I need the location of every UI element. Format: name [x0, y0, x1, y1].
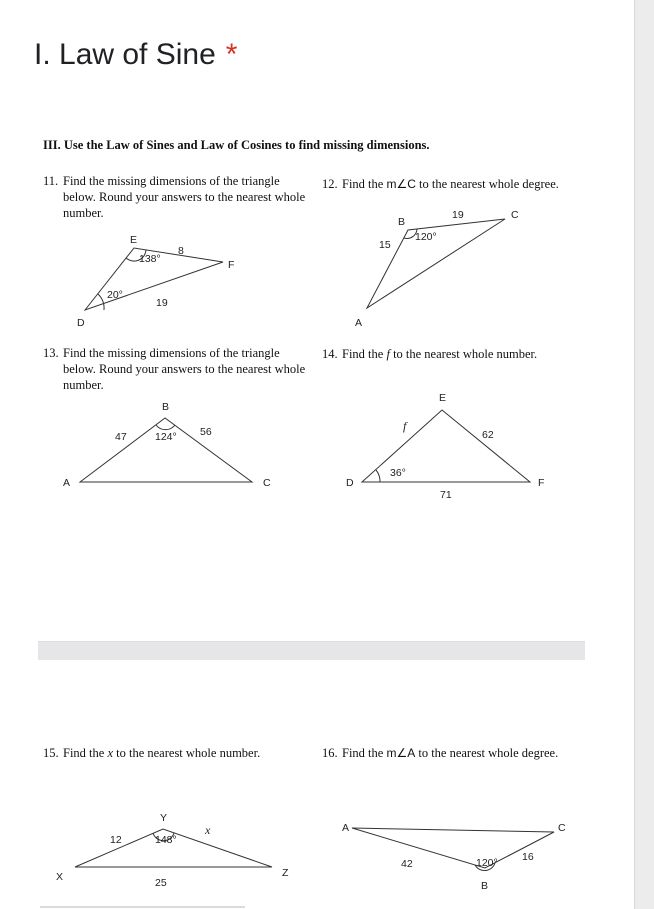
side-xy-label: 12	[110, 834, 122, 846]
question-12-number: 12.	[322, 177, 338, 191]
angle-d-label-14: 36°	[390, 467, 406, 479]
vertex-b-label-13: B	[162, 401, 170, 413]
form-title-text: I. Law of Sine	[34, 38, 216, 71]
side-yz-label: x	[205, 823, 211, 837]
vertex-c-label-13: C	[263, 477, 271, 489]
question-13-number: 13.	[43, 346, 59, 360]
question-14-number: 14.	[322, 347, 338, 361]
vertex-f-label: F	[228, 259, 235, 271]
angle-b-label-12: 120°	[415, 231, 437, 243]
angle-e-label: 138°	[139, 253, 161, 265]
required-asterisk: *	[225, 38, 238, 71]
question-15-var: x	[107, 746, 114, 760]
side-de-label-14: f	[403, 419, 407, 433]
vertex-b-label-16: B	[481, 880, 489, 892]
question-16-number: 16.	[322, 746, 338, 760]
vertex-y-label: Y	[160, 812, 168, 824]
question-12-math: m∠C	[386, 177, 416, 191]
question-15-text-a: Find the	[63, 746, 108, 760]
question-12-text-b: to the nearest whole degree.	[415, 177, 559, 191]
question-14-var: f	[386, 347, 390, 361]
side-bc-label-12: 19	[452, 209, 464, 221]
vertex-x-label: X	[56, 871, 64, 883]
question-14-text-b: to the nearest whole number.	[389, 347, 538, 361]
section-heading: III. Use the Law of Sines and Law of Cosines to find missing dimensions.	[43, 138, 430, 152]
vertex-a-label-13: A	[63, 477, 71, 489]
side-bc-label-13: 56	[200, 426, 212, 438]
vertex-f-label-14: F	[538, 477, 545, 489]
question-12-text-a: Find the	[342, 177, 387, 191]
side-ef-label-14: 62	[482, 429, 494, 441]
vertex-c-label-16: C	[558, 822, 566, 834]
vertex-e-label-14: E	[439, 392, 447, 404]
vertex-b-label-12: B	[398, 216, 406, 228]
vertex-z-label: Z	[282, 867, 289, 879]
side-ab-label-13: 47	[115, 431, 127, 443]
vertex-d-label: D	[77, 317, 85, 329]
side-df-label-14: 71	[440, 489, 452, 501]
vertex-e-label: E	[130, 234, 138, 246]
side-xz-label: 25	[155, 877, 167, 889]
question-11-number: 11.	[43, 174, 59, 188]
side-df-label: 19	[156, 297, 168, 309]
angle-b-label-13: 124°	[155, 431, 177, 443]
side-ef-label: 8	[178, 245, 184, 257]
angle-y-label: 148°	[155, 834, 177, 846]
question-16-text-b: to the nearest whole degree.	[415, 746, 559, 760]
vertex-a-label-12: A	[355, 317, 363, 329]
question-14-text-a: Find the	[342, 347, 387, 361]
side-bc-label-16: 16	[522, 851, 534, 863]
angle-d-label: 20°	[107, 289, 123, 301]
vertex-d-label-14: D	[346, 477, 354, 489]
question-16-text-a: Find the	[342, 746, 387, 760]
question-11-text: Find the missing dimensions of the triangle below. Round your answers to the nearest whole number.	[63, 174, 306, 220]
question-15-number: 15.	[43, 746, 59, 760]
vertex-c-label-12: C	[511, 209, 519, 221]
vertex-a-label-16: A	[342, 822, 350, 834]
side-ab-label-16: 42	[401, 858, 413, 870]
question-15-text-b: to the nearest whole number.	[113, 746, 261, 760]
angle-b-label-16: 120°	[476, 857, 498, 869]
question-13-text: Find the missing dimensions of the triangle below. Round your answers to the nearest whole number.	[63, 346, 306, 392]
question-16-math: m∠A	[386, 746, 416, 760]
footer-divider	[40, 906, 245, 908]
side-ab-label-12: 15	[379, 239, 391, 251]
